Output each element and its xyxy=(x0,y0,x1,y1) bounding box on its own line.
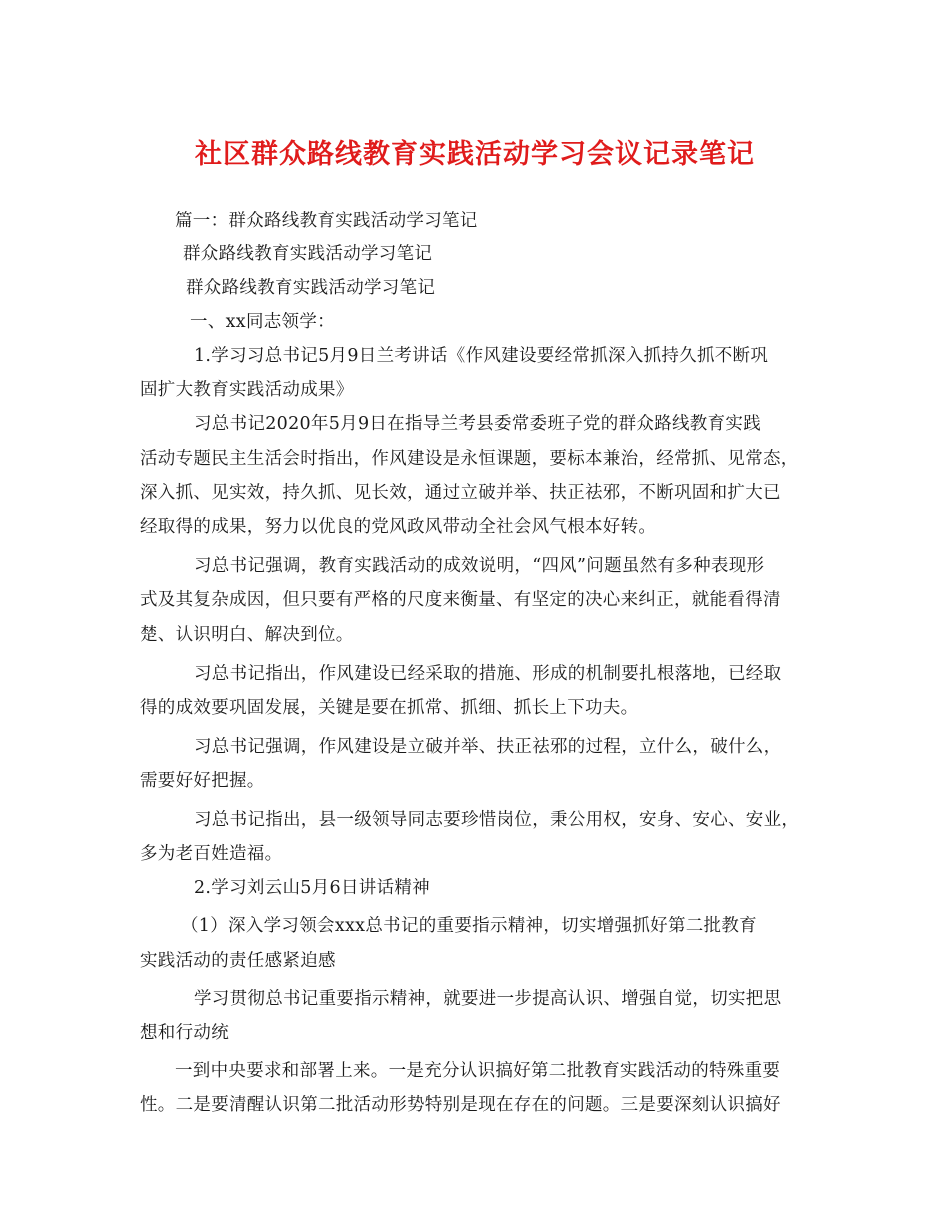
text-line: 习总书记2020年5月9日在指导兰考县委常委班子党的群众路线教育实践 xyxy=(194,414,762,434)
text-line: 一、xx同志领学： xyxy=(190,312,335,332)
text-line: 楚、认识明白、解决到位。 xyxy=(140,625,354,645)
document-title: 社区群众路线教育实践活动学习会议记录笔记 xyxy=(195,139,755,170)
text-line: 群众路线教育实践活动学习笔记 xyxy=(186,278,436,298)
text-line: 固扩大教育实践活动成果》 xyxy=(140,380,354,400)
text-line: 1.学习习总书记5月9日兰考讲话《作风建设要经常抓深入抓持久抓不断巩 xyxy=(194,346,769,366)
text-line: 习总书记指出，作风建设已经采取的措施、形成的机制要扎根落地，已经取 xyxy=(194,664,782,684)
text-line: 一到中央要求和部署上来。一是充分认识搞好第二批教育实践活动的特殊重要 xyxy=(175,1061,781,1081)
text-line: 深入抓、见实效，持久抓、见长效，通过立破并举、扶正祛邪，不断巩固和扩大已 xyxy=(140,483,781,503)
text-line: 群众路线教育实践活动学习笔记 xyxy=(183,244,433,264)
text-line: 习总书记指出，县一级领导同志要珍惜岗位，秉公用权，安身、安心、安业， xyxy=(194,810,800,830)
text-line: 想和行动统 xyxy=(140,1023,229,1043)
text-line: 性。二是要清醒认识第二批活动形势特别是现在存在的问题。三是要深刻认识搞好 xyxy=(140,1095,781,1115)
text-line: 得的成效要巩固发展，关键是要在抓常、抓细、抓长上下功夫。 xyxy=(140,698,639,718)
text-line: （1）深入学习领会xxx总书记的重要指示精神，切实增强抓好第二批教育 xyxy=(181,916,757,936)
text-line: 经取得的成果，努力以优良的党风政风带动全社会风气根本好转。 xyxy=(140,517,657,537)
text-line: 习总书记强调，教育实践活动的成效说明，“四风”问题虽然有多种表现形 xyxy=(194,556,765,576)
text-line: 需要好好把握。 xyxy=(140,771,265,791)
text-line: 多为老百姓造福。 xyxy=(140,844,283,864)
text-line: 习总书记强调，作风建设是立破并举、扶正祛邪的过程，立什么，破什么， xyxy=(194,737,782,757)
text-line: 篇一：群众路线教育实践活动学习笔记 xyxy=(175,211,478,231)
text-line: 2.学习刘云山5月6日讲话精神 xyxy=(194,878,430,898)
text-line: 学习贯彻总书记重要指示精神，就要进一步提高认识、增强自觉，切实把思 xyxy=(194,989,782,1009)
text-line: 式及其复杂成因，但只要有严格的尺度来衡量、有坚定的决心来纠正，就能看得清 xyxy=(140,590,781,610)
text-line: 实践活动的责任感紧迫感 xyxy=(140,951,336,971)
text-line: 活动专题民主生活会时指出，作风建设是永恒课题，要标本兼治，经常抓、见常态， xyxy=(140,449,799,469)
